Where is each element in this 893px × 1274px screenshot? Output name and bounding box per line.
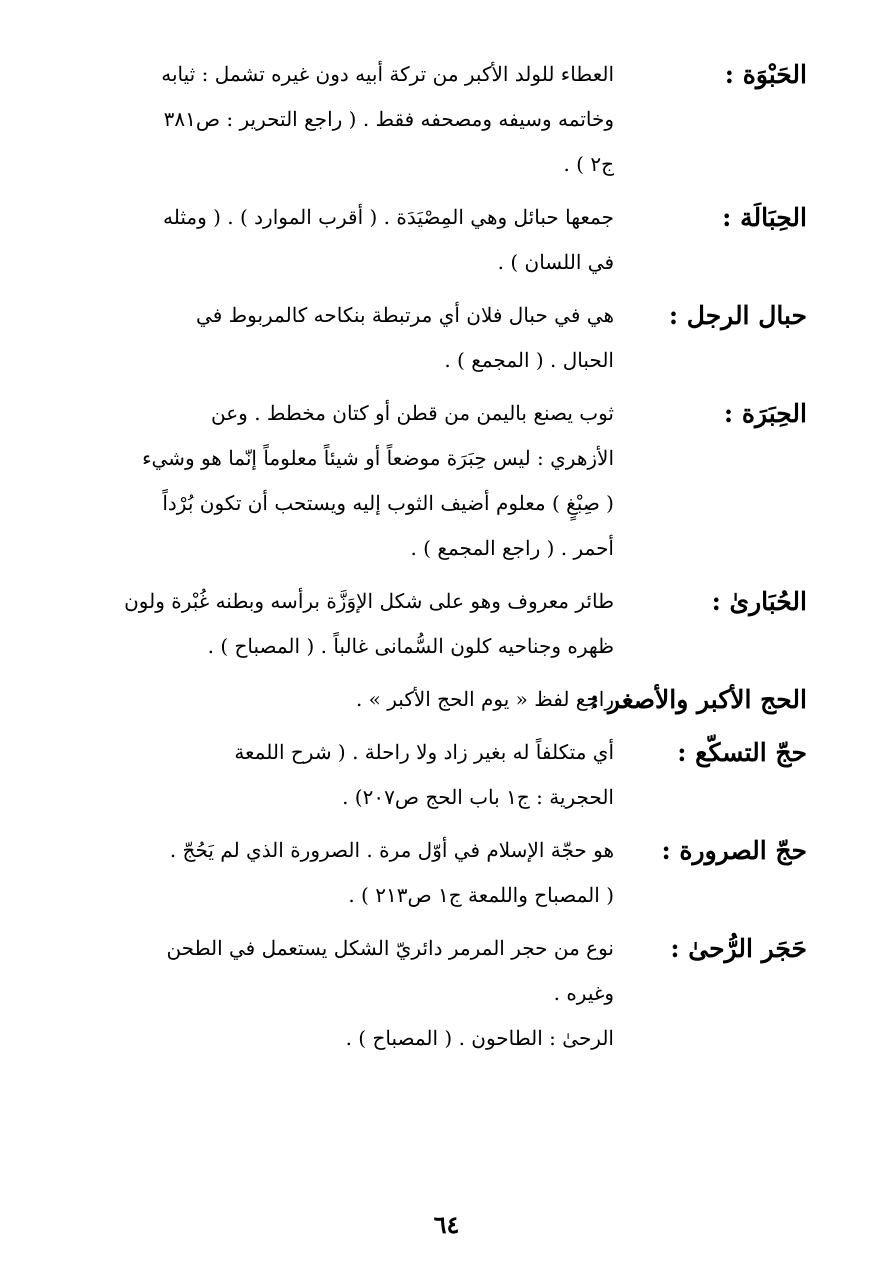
- entry-term: الحِبَرَة :: [723, 399, 807, 428]
- entry-definition: [85, 391, 614, 571]
- glossary-entry: [85, 730, 807, 820]
- entry-definition: [85, 677, 614, 722]
- definition-line: طائر معروف وهو على شكل الإوَزَّة برأسه وبطنه غُبْرة ولون: [124, 589, 614, 613]
- entry-term: الحج الأكبر والأصغر :: [590, 685, 807, 714]
- definition-line: ظهره وجناحيه كلون السُّمانى غالباً . ( المصباح ) .: [207, 634, 614, 658]
- definition-line: الأزهري : ليس حِبَرَة موضعاً أو شيئاً معلوماً إنّما هو وشيء: [142, 446, 614, 470]
- entry-definition: [85, 195, 614, 285]
- definition-line: جمعها حبائل وهي المِصْيَدَة . ( أقرب الموارد ) . ( ومثله: [163, 205, 614, 229]
- glossary-entry: [85, 677, 807, 722]
- definition-line: هو حجّة الإسلام في أوّل مرة . الصرورة الذي لم يَحُجّ .: [169, 838, 614, 862]
- glossary-entry: [85, 828, 807, 918]
- entry-term: حجّ الصرورة :: [661, 836, 807, 865]
- definition-line: الحبال . ( المجمع ) .: [444, 348, 614, 372]
- definition-line: أحمر . ( راجع المجمع ) .: [410, 536, 614, 560]
- entry-definition: [85, 730, 614, 820]
- definition-line: نوع من حجر المرمر دائريّ الشكل يستعمل في الطحن: [166, 936, 614, 960]
- glossary-entry: [85, 293, 807, 383]
- entry-term: الحَبْوَة :: [724, 60, 807, 89]
- definition-line: هي في حبال فلان أي مرتبطة بنكاحه كالمربوط في: [196, 303, 614, 327]
- page-number: ٦٤: [433, 1210, 460, 1239]
- definition-line: وخاتمه وسيفه ومصحفه فقط . ( راجع التحرير : ص٣٨١: [163, 107, 614, 131]
- definition-line: ج٢ ) .: [563, 152, 614, 176]
- definition-line: الرحىٰ : الطاحون . ( المصباح ) .: [345, 1026, 614, 1050]
- definition-line: في اللسان ) .: [497, 250, 614, 274]
- entry-definition: [85, 579, 614, 669]
- glossary-entry: [85, 52, 807, 187]
- entry-term: حجّ التسكّع :: [677, 738, 807, 767]
- entry-term: الحِبَالَة :: [722, 203, 807, 232]
- definition-line: ( المصباح واللمعة ج١ ص٢١٣ ) .: [348, 883, 614, 907]
- definition-line: العطاء للولد الأكبر من تركة أبيه دون غيره تشمل : ثيابه: [161, 62, 614, 86]
- entries-list: [85, 52, 807, 1069]
- entry-definition: [85, 926, 614, 1061]
- definition-line: راجع لفظ « يوم الحج الأكبر » .: [355, 687, 614, 711]
- entry-definition: [85, 828, 614, 918]
- glossary-entry: [85, 926, 807, 1061]
- glossary-entry: [85, 195, 807, 285]
- definition-line: الحجرية : ج١ باب الحج ص٢٠٧) .: [342, 785, 614, 809]
- entry-definition: [85, 52, 614, 187]
- entry-term: الحُبَارىٰ :: [711, 587, 807, 616]
- glossary-entry: [85, 579, 807, 669]
- entry-term: حَجَر الرُّحىٰ :: [670, 934, 807, 963]
- entry-term: حبال الرجل :: [668, 301, 807, 330]
- definition-line: وغيره .: [553, 981, 614, 1005]
- definition-line: أي متكلفاً له بغير زاد ولا راحلة . ( شرح اللمعة: [234, 740, 614, 764]
- entry-definition: [85, 293, 614, 383]
- glossary-entry: [85, 391, 807, 571]
- definition-line: ( صِبْغٍ ) معلوم أضيف الثوب إليه ويستحب أن تكون بُرْداً: [162, 491, 614, 515]
- definition-line: ثوب يصنع باليمن من قطن أو كتان مخطط . وعن: [211, 401, 614, 425]
